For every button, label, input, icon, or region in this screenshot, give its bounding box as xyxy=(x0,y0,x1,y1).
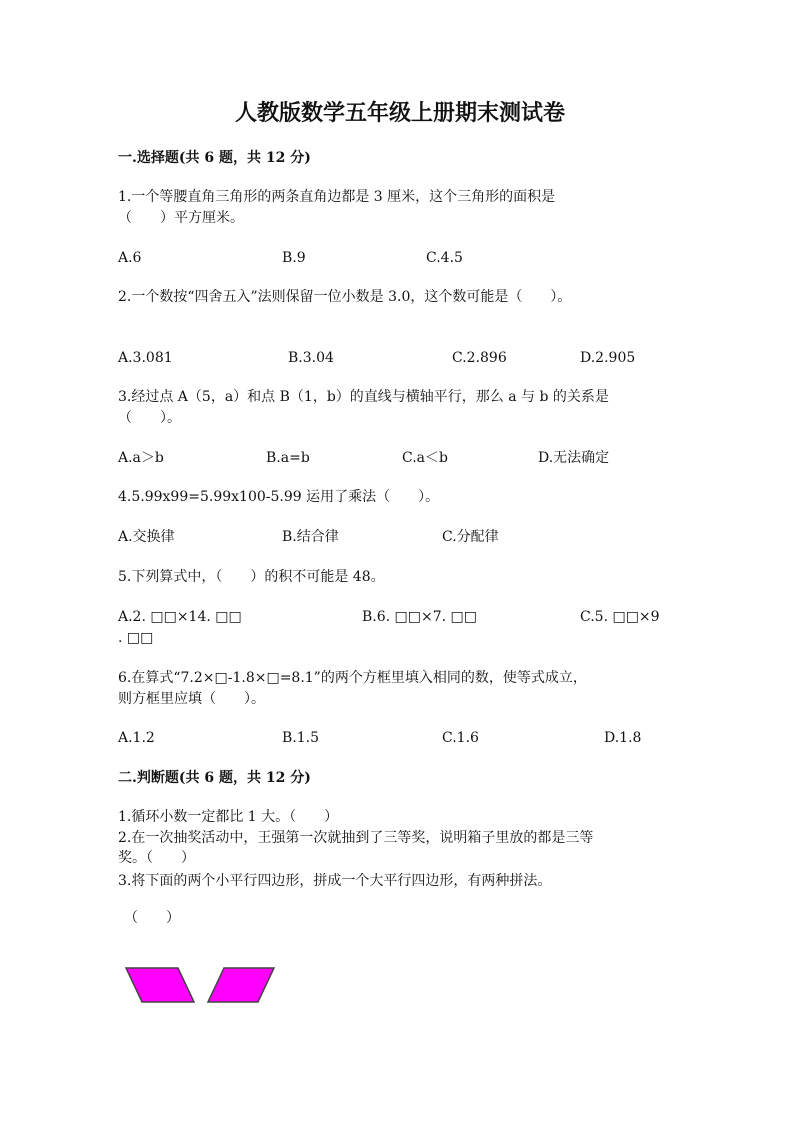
q4-option-b[interactable]: B.结合律 xyxy=(282,529,339,545)
q6-option-b[interactable]: B.1.5 xyxy=(282,730,320,746)
q6-text-line1: 6.在算式“7.2×□-1.8×□=8.1”的两个方框里填入相同的数，使等式成立， xyxy=(118,670,587,686)
q3-option-b[interactable]: B.a=b xyxy=(266,450,310,466)
q5-option-b[interactable]: B.6. □□×7. □□ xyxy=(362,609,477,625)
q5-option-c[interactable]: C.5. □□×9 xyxy=(580,609,660,625)
judge-item-3: 3.将下面的两个小平行四边形，拼成一个大平行四边形，有两种拼法。 xyxy=(118,873,552,889)
q3-text-line1: 3.经过点 A（5，a）和点 B（1，b）的直线与横轴平行，那么 a 与 b 的关系是 xyxy=(118,389,609,405)
q6-option-c[interactable]: C.1.6 xyxy=(442,730,479,746)
q6-option-d[interactable]: D.1.8 xyxy=(604,730,642,746)
section1-heading: 一.选择题(共 6 题，共 12 分) xyxy=(118,150,311,166)
answer-blank[interactable]: （ ） xyxy=(124,910,180,926)
judge-item-2-wrap: 奖。（ ） xyxy=(118,850,195,866)
q5-text-line1: 5.下列算式中，（ ）的积不可能是 48。 xyxy=(118,569,385,585)
q2-option-c[interactable]: C.2.896 xyxy=(452,350,507,366)
page-title: 人教版数学五年级上册期末测试卷 xyxy=(234,100,565,126)
q6-text-line2: 则方框里应填（ ）。 xyxy=(118,691,265,707)
q1-option-c[interactable]: C.4.5 xyxy=(426,250,463,266)
q3-text-line2: （ ）。 xyxy=(118,410,181,426)
parallelogram-right xyxy=(208,968,274,1002)
q3-option-c[interactable]: C.a＜b xyxy=(402,450,448,466)
q2-option-a[interactable]: A.3.081 xyxy=(118,350,173,366)
parallelogram-left xyxy=(126,968,194,1002)
q2-option-b[interactable]: B.3.04 xyxy=(288,350,334,366)
judge-item-1: 1.循环小数一定都比 1 大。（ ） xyxy=(118,809,339,825)
q4-option-c[interactable]: C.分配律 xyxy=(442,529,499,545)
q1-option-b[interactable]: B.9 xyxy=(282,250,306,266)
parallelograms-figure xyxy=(124,966,279,1006)
q4-option-a[interactable]: A.交换律 xyxy=(118,529,175,545)
q3-option-a[interactable]: A.a＞b xyxy=(118,450,164,466)
judge-item-2: 2.在一次抽奖活动中，王强第一次就抽到了三等奖，说明箱子里放的都是三等 xyxy=(118,830,594,846)
section2-heading: 二.判断题(共 6 题，共 12 分) xyxy=(118,770,311,786)
q6-option-a[interactable]: A.1.2 xyxy=(118,730,155,746)
q3-option-d[interactable]: D.无法确定 xyxy=(538,450,610,466)
q1-text-line1: 1.一个等腰直角三角形的两条直角边都是 3 厘米，这个三角形的面积是 xyxy=(118,189,556,205)
q1-option-a[interactable]: A.6 xyxy=(118,250,142,266)
q4-text-line1: 4.5.99x99=5.99x100-5.99 运用了乘法（ ）。 xyxy=(118,489,440,505)
q2-text-line1: 2.一个数按“四舍五入”法则保留一位小数是 3.0，这个数可能是（ ）。 xyxy=(118,289,572,305)
q5-option-c-wrap: . □□ xyxy=(118,630,154,646)
q2-option-d[interactable]: D.2.905 xyxy=(580,350,636,366)
q1-text-line2: （ ）平方厘米。 xyxy=(118,210,244,226)
q5-option-a[interactable]: A.2. □□×14. □□ xyxy=(118,609,242,625)
